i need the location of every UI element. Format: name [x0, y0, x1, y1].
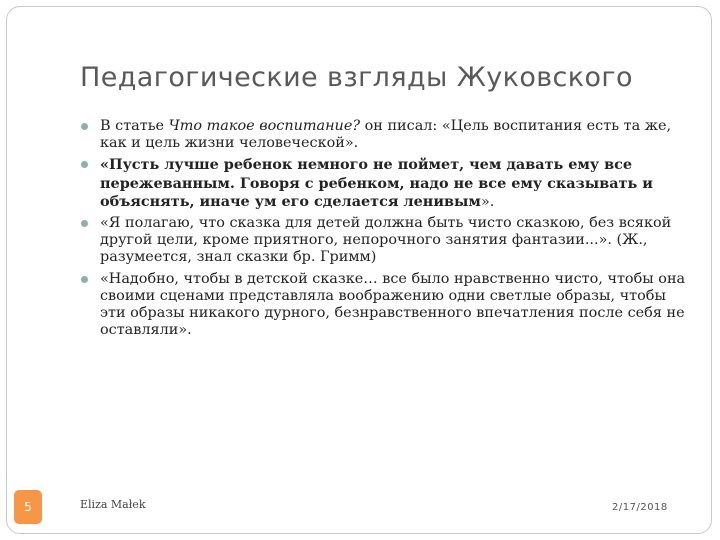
bullet-item-2	[76, 156, 686, 211]
bullet-1-text-pre: В статье	[100, 118, 169, 134]
slide-number: 5	[24, 500, 32, 514]
bullet-item-1	[76, 118, 686, 152]
bullet-dot-icon	[81, 123, 88, 130]
bullet-list	[76, 118, 686, 343]
bullet-2-text-bold: «Пусть лучше ребенок немного не поймет, чем давать ему все пережеванным. Говоря с ребенком, надо не все ему сказывать и объяснять, иначе ум его сделается ленивым	[100, 156, 653, 210]
bullet-item-4	[76, 271, 686, 340]
slide-title: Педагогические взгляды Жуковского	[80, 62, 633, 93]
bullet-dot-icon	[81, 220, 88, 227]
bullet-dot-icon	[81, 276, 88, 283]
bullet-item-3	[76, 215, 686, 267]
bullet-1-text-italic: Что такое воспитание?	[168, 118, 361, 134]
bullet-4-text: «Надобно, чтобы в детской сказке… все было нравственно чисто, чтобы она своими сценами представляла воображению одни светлые образы, чтобы эти образы никакого дурного, безнравственного впечатления после себя не оставляли».	[100, 270, 686, 339]
bullet-2-text-post: ».	[480, 193, 495, 210]
footer-date: 2/17/2018	[612, 502, 668, 513]
bullet-dot-icon	[81, 161, 88, 168]
bullet-3-text: «Я полагаю, что сказка для детей должна быть чисто сказкою, без всякой другой цели, кроме приятного, непорочного занятия фантазии...». (Ж., разумеется, знал сказки бр. Гримм)	[100, 215, 672, 266]
footer-author: Eliza Małek	[80, 498, 146, 511]
slide-number-badge	[14, 490, 42, 524]
bullet-1-text-post: он писал: «Цель воспитания есть та же, как и цель жизни человеческой».	[100, 118, 672, 152]
